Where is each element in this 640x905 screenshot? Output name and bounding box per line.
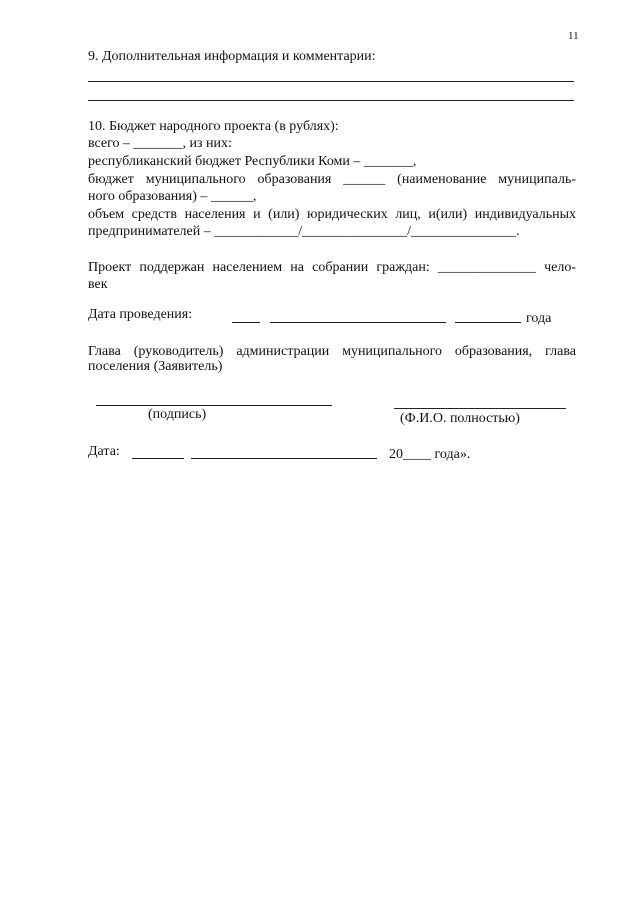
full-name-caption: (Ф.И.О. полностью) xyxy=(400,411,520,426)
budget-municipal-line2: ного образования) – ______, xyxy=(88,189,257,204)
meeting-day-line xyxy=(232,322,260,323)
budget-population-line1: объем средств населения и (или) юридических лиц, и(или) индивидуальных xyxy=(88,207,576,222)
full-name-line xyxy=(394,408,566,409)
meeting-month-line xyxy=(270,322,446,323)
budget-republic: республиканский бюджет Республики Коми – _______, xyxy=(88,154,417,169)
head-line2: поселения (Заявитель) xyxy=(88,359,223,374)
page-number: 11 xyxy=(568,30,579,42)
meeting-date-suffix: года xyxy=(526,311,552,326)
comment-line-1 xyxy=(88,81,574,82)
support-line1: Проект поддержан населением на собрании граждан: ______________ чело- xyxy=(88,260,576,275)
meeting-date-label: Дата проведения: xyxy=(88,307,193,322)
budget-population-line2: предпринимателей – ____________/_______________/_______________. xyxy=(88,224,520,239)
meeting-year-line xyxy=(455,322,521,323)
budget-municipal-line1: бюджет муниципального образования ______ (наименование муниципаль- xyxy=(88,172,576,187)
signature-caption: (подпись) xyxy=(148,407,207,422)
signature-line xyxy=(96,405,332,406)
budget-total: всего – _______, из них: xyxy=(88,136,232,151)
head-line1: Глава (руководитель) администрации муниципального образования, глава xyxy=(88,344,576,359)
final-month-line xyxy=(191,458,377,459)
section-10-heading: 10. Бюджет народного проекта (в рублях): xyxy=(88,119,339,134)
support-line2: век xyxy=(88,277,108,292)
comment-line-2 xyxy=(88,100,574,101)
final-date-label: Дата: xyxy=(88,444,120,459)
final-day-line xyxy=(132,458,184,459)
section-9-heading: 9. Дополнительная информация и комментарии: xyxy=(88,49,376,64)
final-date-year: 20____ года». xyxy=(389,447,471,462)
